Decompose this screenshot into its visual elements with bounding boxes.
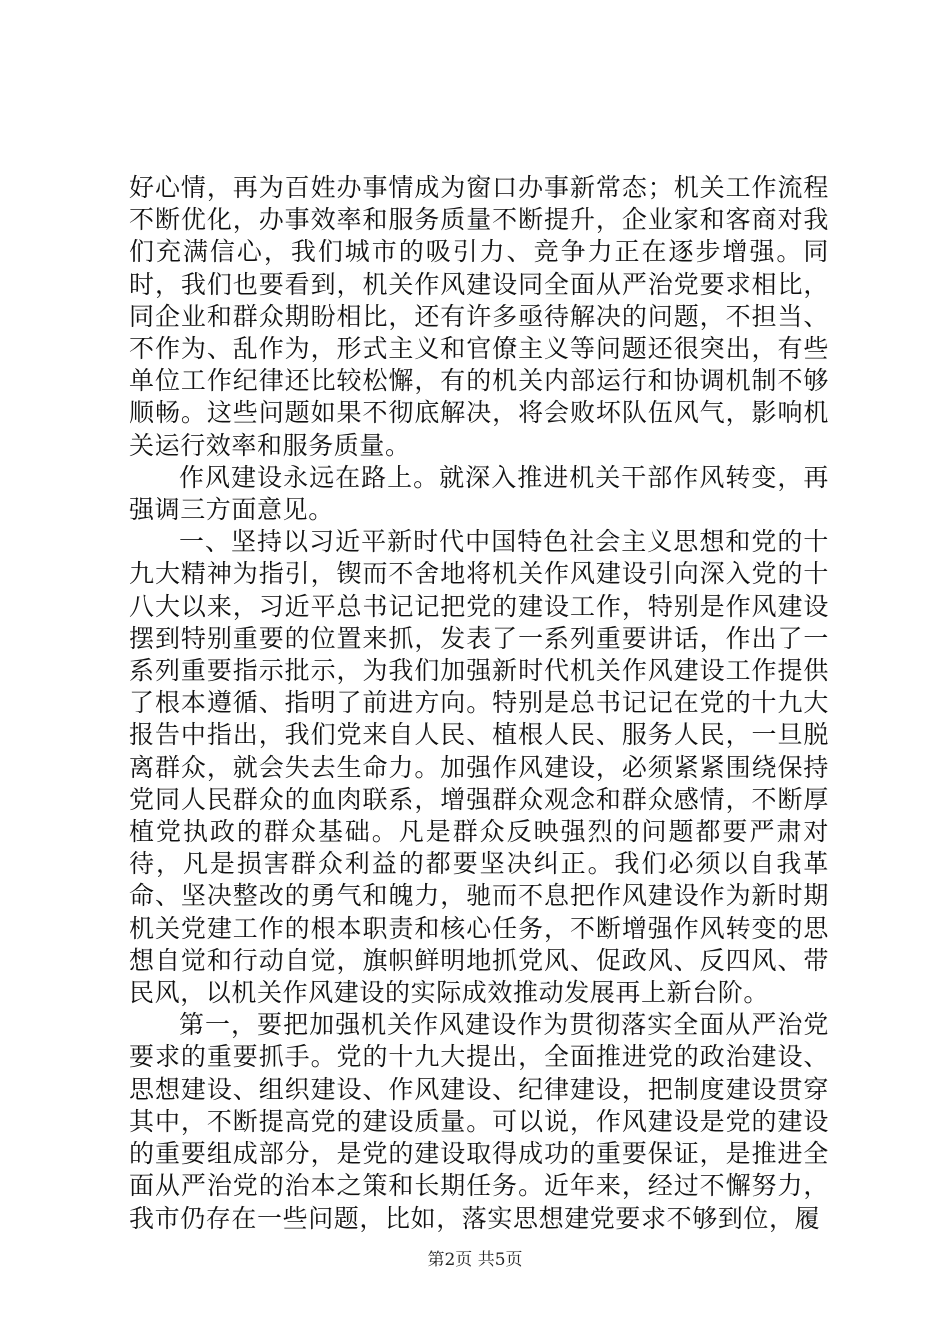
page-number-footer: 第2页 共5页 <box>427 1250 523 1270</box>
document-body <box>129 172 829 1235</box>
paragraph-point-one: 第一，要把加强机关作风建设作为贯彻落实全面从严治党要求的重要抓手。党的十九大提出，全面推进党的政治建设、思想建设、组织建设、作风建设、纪律建设，把制度建设贯穿其中，不断提高党的建设质量。可以说，作风建设是党的建设的重要组成部分，是党的建设取得成功的重要保证，是推进全面从严治党的治本之策和长期任务。近年来，经过不懈努力，我市仍存在一些问题，比如，落实思想建党要求不够到位，履 <box>129 1010 829 1233</box>
paragraph-section-one: 一、坚持以习近平新时代中国特色社会主义思想和党的十九大精神为指引，锲而不舍地将机关作风建设引向深入党的十八大以来，习近平总书记记把党的建设工作，特别是作风建设摆到特别重要的位置来抓，发表了一系列重要讲话，作出了一系列重要指示批示，为我们加强新时代机关作风建设工作提供了根本遵循、指明了前进方向。特别是总书记记在党的十九大报告中指出，我们党来自人民、植根人民、服务人民，一旦脱离群众，就会失去生命力。加强作风建设，必须紧紧围绕保持党同人民群众的血肉联系，增强群众观念和群众感情，不断厚植党执政的群众基础。凡是群众反映强烈的问题都要严肃对待，凡是损害群众利益的都要坚决纠正。我们必须以自我革命、坚决整改的勇气和魄力，驰而不息把作风建设作为新时期机关党建工作的根本职责和核心任务，不断增强作风转变的思想自觉和行动自觉，旗帜鲜明地抓党风、促政风、反四风、带民风，以机关作风建设的实际成效推动发展再上新台阶。 <box>129 527 829 1008</box>
paragraph-continuation: 好心情，再为百姓办事情成为窗口办事新常态；机关工作流程不断优化，办事效率和服务质量不断提升，企业家和客商对我们充满信心，我们城市的吸引力、竞争力正在逐步增强。同时，我们也要看到，机关作风建设同全面从严治党要求相比，同企业和群众期盼相比，还有许多亟待解决的问题，不担当、不作为、乱作为，形式主义和官僚主义等问题还很突出，有些单位工作纪律还比较松懈，有的机关内部运行和协调机制不够顺畅。这些问题如果不彻底解决，将会败坏队伍风气，影响机关运行效率和服务质量。 <box>129 173 829 460</box>
paragraph-intro-opinions: 作风建设永远在路上。就深入推进机关干部作风转变，再强调三方面意见。 <box>129 462 829 525</box>
